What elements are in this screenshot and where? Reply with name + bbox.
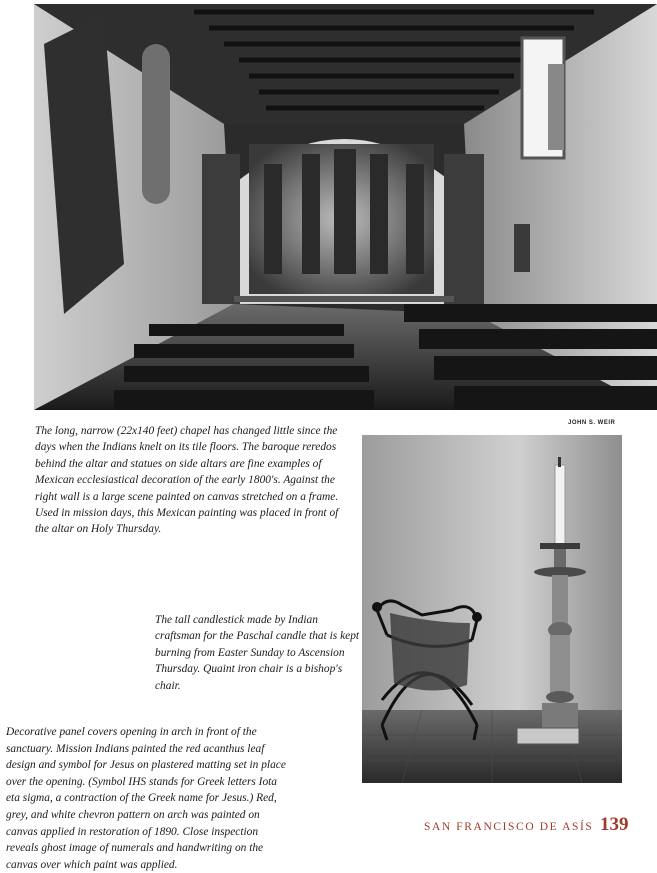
decorative-panel-caption: Decorative panel covers opening in arch in front of the sanctuary. Mission Indians painted the red acanthus leaf design and symbol for Jesus on plastered matting set in place over the opening. (Symbol IHS stands for Greek letters Iota eta sigma, a contraction of the Greek name for Jesus.) Red, grey, and white chevron pattern on arch was painted on canvas applied in restoration of 1890. Close inspection reveals ghost image of numerals and handwriting on the canvas over which paint was applied. — [6, 726, 286, 871]
candlestick-photo — [362, 435, 622, 783]
chapel-interior-photo — [34, 4, 657, 410]
candlestick-illustration — [362, 435, 622, 783]
running-footer-title: SAN FRANCISCO DE ASÍS — [424, 821, 594, 833]
candlestick-caption: The tall candlestick made by Indian craftsman for the Paschal candle that is kept burning from Easter Sunday to Ascension Thursday. Quaint iron chair is a bishop's chair. — [155, 614, 360, 692]
page-number: 139 — [600, 814, 629, 835]
photo-credit: JOHN S. WEIR — [568, 420, 616, 426]
chapel-interior-illustration — [34, 4, 657, 410]
chapel-caption: The long, narrow (22x140 feet) chapel has changed little since the days when the Indians knelt on its tile floors. The baroque reredos behind the altar and statues on side altars are fine examples of Mexican ecclesiastical decoration of the early 1800's. Against the right wall is a large scene painted on canvas stretched on a frame. Used in mission days, this Mexican painting was placed in front of the altar on Holy Thursday. — [35, 425, 339, 536]
